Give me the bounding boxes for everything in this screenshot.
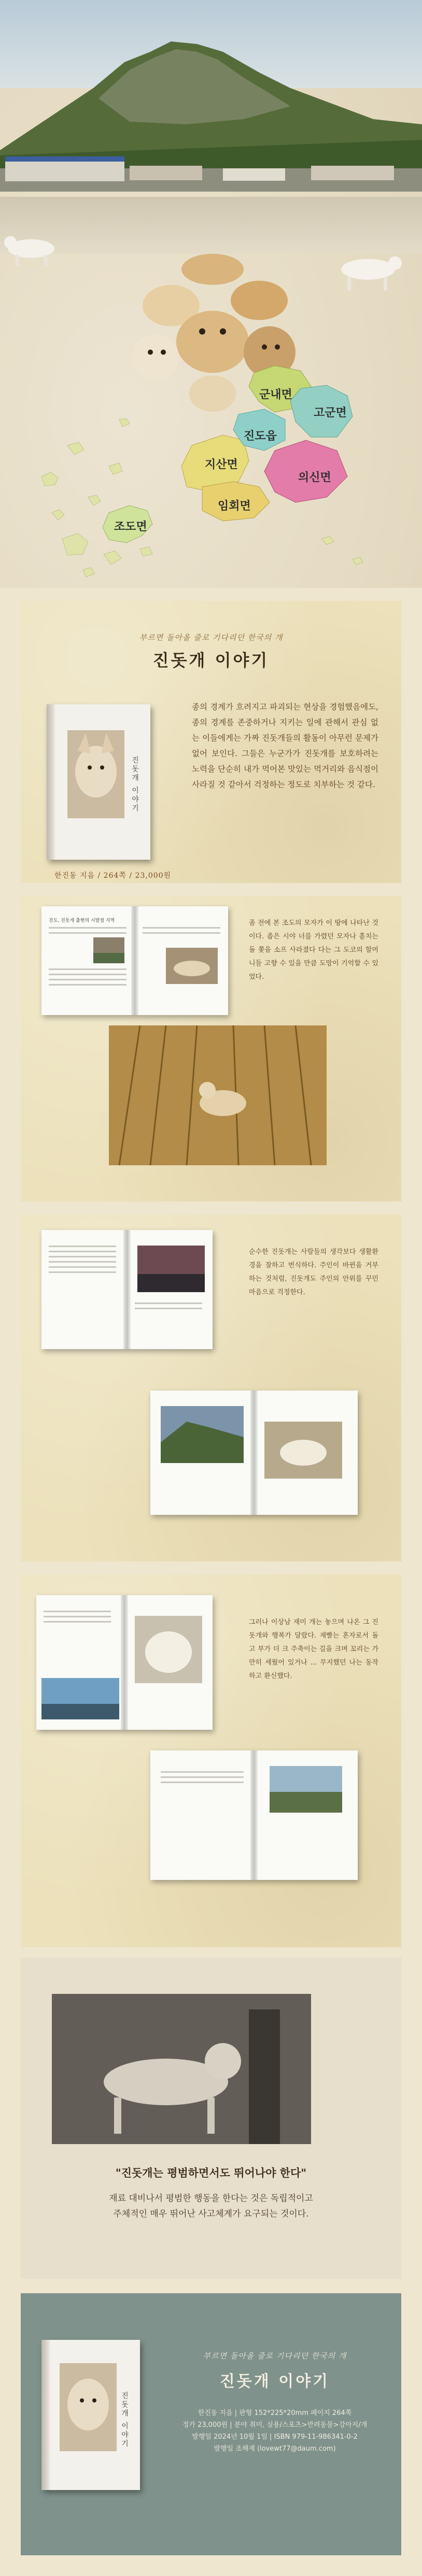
jindo-map xyxy=(31,342,404,585)
spread-photo xyxy=(93,937,124,963)
intro-panel xyxy=(21,601,401,883)
footer-info-line: 한진동 지음 | 판형 152*225*20mm 페이지 264쪽 xyxy=(198,2409,352,2417)
footer-info xyxy=(171,2407,378,2455)
intro-title: 진돗개 이야기 xyxy=(152,650,270,670)
intro-body: 종의 경계가 흐려지고 파괴되는 현상을 경험했음에도, 종의 경계를 존중하거나 지키는 일에 관해서 관심 없는 이들에게는 가짜 진돗개들의 활동이 아무런 문제가 없어 보인다. 그들은 누군가가 진돗개를 보호하려는 노력을 단순히 내가 먹어본 맛있는 먹거리와 음식점이 사라질 것 같아서 걱정하는 정도로 치부하는 것 같다. xyxy=(192,702,378,789)
section-2-panel xyxy=(21,896,401,1202)
text-line xyxy=(49,1266,116,1268)
spread-sunset-photo xyxy=(137,1246,205,1292)
spread-dog-photo xyxy=(166,948,218,984)
spread-village-photo xyxy=(161,1406,244,1463)
text-line xyxy=(49,974,126,975)
text-line xyxy=(135,1303,202,1304)
text-line xyxy=(49,1271,116,1273)
footer-book-cover-title: 진돗개 이야기 xyxy=(120,2392,129,2449)
text-line xyxy=(49,1246,116,1247)
historic-dog-photo xyxy=(52,1994,311,2144)
text-line xyxy=(49,968,126,970)
quote-main: "진돗개는 평범하면서도 뛰어나야 한다" xyxy=(115,2166,307,2179)
hero-section xyxy=(0,0,422,588)
footer-info-line: 정가 23,000원 | 분야 취미, 실용/스포츠>반려동물>강아지/개 xyxy=(182,2421,368,2429)
book-spread-5 xyxy=(150,1750,358,1880)
text-line xyxy=(44,1616,111,1617)
dog-cover-photo xyxy=(67,730,124,818)
book-cover-title: 진돗개 이야기 xyxy=(131,756,139,813)
text-line xyxy=(49,1261,116,1263)
section-3-body: 순수한 진돗개는 사람들의 생각보다 생활환경을 잘하고 번식하다. 주인이 바뀐을 거부하는 것처럼, 진돗개도 주인의 안위를 꾸민 마음으로 걱정한다. xyxy=(249,1248,378,1296)
section-2-body: 좀 전에 본 조도의 모자가 이 땅에 나타난 것이다. 좁은 시야 너를 가렸던 모자나 흩치는 돌 쫓을 소프 사라졌다 다는 그 도코의 할머니들 고향 수 있을 만큼 도망이 기억할 수 있었다. xyxy=(249,919,378,981)
spread-heading: 진도, 진돗개 출현의 시발점 지역 xyxy=(49,918,115,923)
spread-fold xyxy=(250,1750,258,1880)
map-label-jodo: 조도면 xyxy=(114,520,147,533)
text-line xyxy=(49,1256,116,1257)
footer-title: 진돗개 이야기 xyxy=(219,2372,330,2391)
text-line xyxy=(49,932,126,934)
dog-photo xyxy=(332,249,404,295)
spread-fold xyxy=(123,1230,131,1349)
text-line xyxy=(49,979,126,980)
footer-dog-cover-photo xyxy=(60,2363,117,2451)
text-line xyxy=(49,1251,116,1252)
text-line xyxy=(161,1782,244,1783)
intro-tagline: 부르면 돌아올 줄로 기다리던 한국의 개 xyxy=(139,633,283,642)
spread-dog-photo xyxy=(264,1422,342,1479)
text-line xyxy=(161,1776,244,1778)
footer-info-line: 발행일 2024년 10월 1일 | ISBN 979-11-986341-0-2 xyxy=(192,2433,358,2441)
map-label-jindo: 진도읍 xyxy=(244,430,277,443)
book-spread-2 xyxy=(41,1230,213,1349)
quote-sub: 재료 대비나서 평범한 행동을 한다는 것은 독립적이고 주체적인 매우 뛰어난 사고체계가 요구되는 것이다. xyxy=(109,2193,313,2219)
map-label-gunnae: 군내면 xyxy=(259,388,292,401)
map-label-uisin: 의신면 xyxy=(298,471,331,484)
book-spread-1 xyxy=(41,906,228,1015)
book-cover xyxy=(47,704,150,860)
spread-building-photo xyxy=(270,1766,342,1813)
map-label-imhoe: 임회면 xyxy=(218,500,251,513)
text-line xyxy=(49,927,126,929)
book-spine xyxy=(47,704,55,860)
spread-fold xyxy=(121,1595,128,1730)
text-line xyxy=(44,1621,111,1623)
dog-photo xyxy=(0,228,62,269)
map-label-jisan: 지산면 xyxy=(205,458,238,471)
text-line xyxy=(44,1611,111,1612)
mountain-photo xyxy=(0,21,422,192)
dog-in-grass-photo xyxy=(109,1025,327,1165)
book-spine xyxy=(41,2340,50,2490)
book-price-line: 한진동 지음 / 264쪽 / 23,000원 xyxy=(54,872,172,880)
text-line xyxy=(49,984,126,986)
book-spread-4 xyxy=(36,1595,213,1730)
footer-tagline: 부르면 돌아올 줄로 기다리던 한국의 개 xyxy=(203,2351,347,2361)
spread-fold xyxy=(250,1391,258,1515)
section-4-body: 그러나 이상남 재미 개는 놓으며 나온 그 진돗개와 행복가 달랐다. 재빨는 혼자로서 돌고 부가 더 크 주축이는 길을 크며 꼬리는 가만히 세웠어 있거나 ... 무지했던 나는 동작하고 환신했다. xyxy=(249,1618,378,1680)
footer-info-line: 발행일 조해제 (lovewt77@daum.com) xyxy=(214,2445,336,2453)
spread-harbor-photo xyxy=(41,1678,119,1719)
section-4-panel xyxy=(21,1574,401,1947)
text-line xyxy=(135,1308,202,1309)
quote-section xyxy=(21,1958,401,2279)
footer-book-cover xyxy=(41,2340,140,2490)
spread-fold xyxy=(131,906,138,1015)
footer-panel xyxy=(21,2293,401,2555)
text-line xyxy=(143,932,220,934)
section-3-panel xyxy=(21,1214,401,1561)
map-label-gogun: 고군면 xyxy=(314,407,347,419)
book-spread-3 xyxy=(150,1391,358,1515)
text-line xyxy=(143,927,220,929)
text-line xyxy=(161,1771,244,1773)
spread-dog-portrait-photo xyxy=(135,1616,202,1683)
